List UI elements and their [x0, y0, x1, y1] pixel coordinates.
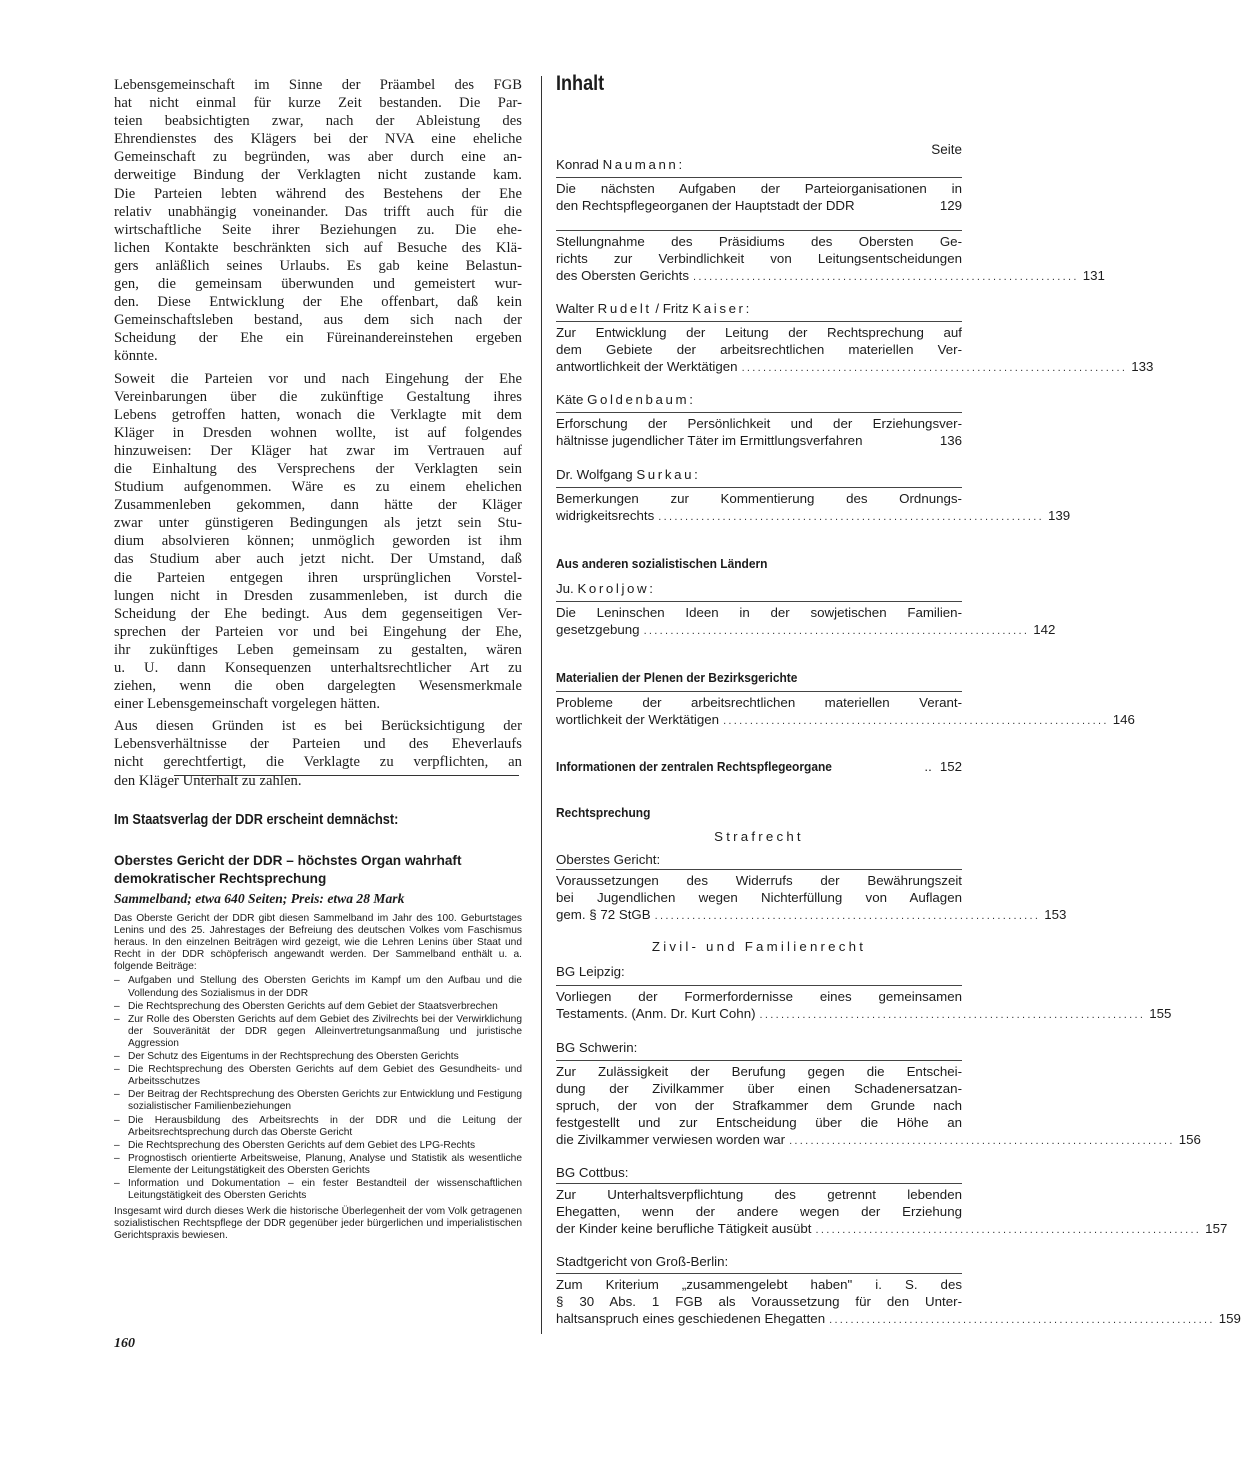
book-announcement [114, 812, 522, 1242]
text-line: den. Diese Entwicklung der Ehe offenbart, daß kein [114, 294, 522, 311]
text-line: gers anläßlich seines Urlaubs. Es gab keine Belastun- [114, 257, 522, 274]
text-line: sprechen der Parteien vor und bei Eingehung der Ehe, [114, 623, 522, 640]
text-line: Lebens getroffen hatten, wonach die Verklagte mit dem [114, 406, 522, 423]
toc-court: BG Leipzig: [556, 964, 625, 979]
text-line: Scheidung der Ehe bedingt. Aus dem gegenseitigen Ver- [114, 605, 522, 622]
text-line: Die Parteien lebten während des Bestehens der Ehe [114, 185, 522, 202]
book-closing: Insgesamt wird durch dieses Werk die historische Überlegenheit der vom Volk getragenen sozialistischen Rechtspflege der DDR gegenüber jeder bürgerlichen und imperialistischen Gerichtspraxis bewiesen. [114, 1206, 522, 1242]
text-line: Zusammenleben gekommen, dann hätte der Kläger [114, 497, 522, 514]
toc-page-number: 159 [1218, 1311, 1241, 1326]
contribution-item [114, 975, 522, 999]
contribution-item [114, 1178, 522, 1202]
text-line: das Studium aber auch jetzt nicht. Der Umstand, daß [114, 551, 522, 568]
list-dash: – [114, 1114, 120, 1126]
contribution-text: Die Herausbildung des Arbeitsrechts in der DDR und die Leitung der Arbeitsrechtsprechung durch das Oberste Gericht [128, 1114, 522, 1138]
text-line: Studium aufgenommen. Wäre es zu einem ehelichen [114, 479, 522, 496]
separator-rule [174, 775, 519, 776]
text-line: lungen nicht in Dresden zusammenleben, ist durch die [114, 587, 522, 604]
text-line: den Kläger Unterhalt zu zahlen. [114, 772, 302, 789]
toc-page-number: 157 [1205, 1221, 1228, 1236]
toc-court: BG Cottbus: [556, 1165, 629, 1180]
contribution-item [114, 1014, 522, 1050]
book-title [114, 852, 522, 887]
list-dash: – [114, 1013, 120, 1025]
text-line: lichen Kontakte beschränkten sich auf Besuche des Klä- [114, 239, 522, 256]
contribution-text: Die Rechtsprechung des Obersten Gerichts auf dem Gebiet des LPG-Rechts [128, 1139, 476, 1151]
toc-page-number: 139 [1047, 508, 1071, 523]
text-line: ihr zukünftiges Leben gemeinsam zu gestalten, wären [114, 641, 522, 658]
text-line: teien beabsichtigten zwar, nach der Ableistung des [114, 113, 522, 130]
text-line: einer Lebensgemeinschaft vorgelegen hätten. [114, 696, 381, 713]
list-dash: – [114, 1177, 120, 1189]
list-dash: – [114, 975, 120, 987]
toc-heading: Inhalt [556, 72, 605, 95]
toc-page-number: 146 [1112, 712, 1135, 727]
text-line: Lebensverhältnisse der Parteien und des Eheverlaufs [114, 736, 522, 753]
contribution-text: Die Rechtsprechung des Obersten Gerichts auf dem Gebiet des Gesundheits- und Arbeitsschutzes [128, 1064, 522, 1088]
text-line: Soweit die Parteien vor und nach Eingehung der Ehe [114, 370, 522, 387]
announcement-heading: Im Staatsverlag der DDR erscheint demnächst: [114, 812, 399, 828]
text-line: die Einhaltung des Versprechens der Verklagten sein [114, 460, 522, 477]
toc-section-heading: Rechtsprechung [556, 805, 651, 820]
list-dash: – [114, 1064, 120, 1076]
contribution-text: Zur Rolle des Obersten Gerichts auf dem Gebiet des Zivilrechts bei der Verwirklichung der Souveränität der DDR gegen Alleinvertretungsanmaßung und juristische Aggression [128, 1013, 522, 1049]
toc-section-heading: Aus anderen sozialistischen Ländern [556, 556, 768, 571]
toc-entry[interactable]: Die Leninschen Ideen in der sowjetischen Familien- gesetzgebung ........................................................................ 142 [556, 601, 962, 640]
contribution-text: Der Schutz des Eigentums in der Rechtsprechung des Obersten Gerichts [128, 1051, 459, 1063]
book-intro: Das Oberste Gericht der DDR gibt diesen Sammelband im Jahr des 100. Geburtstages Lenins und des 25. Jahrestages der Befreiung des deutschen Volkes vom Faschismus heraus. In den einzelnen Beiträgen wird gezeigt, wie die Lehren Lenins über Staat und Recht in der DDR schöpferisch angewandt werden. Der Sammelband enthält u. a. folgende Beiträge: [114, 913, 522, 973]
toc-page-number: 155 [1149, 1006, 1172, 1021]
toc-subsection-heading: Strafrecht [714, 829, 804, 844]
contribution-text: Aufgaben und Stellung des Obersten Gerichts im Kampf um den Aufbau und die Vollendung des Sozialismus in der DDR [128, 975, 522, 999]
toc-page-number: 129 [939, 198, 962, 213]
book-title-line-2: demokratischer Rechtsprechung [114, 870, 327, 886]
text-line: u. U. dann Konsequenzen unterhaltsrechtlicher Art zu [114, 660, 522, 676]
text-line: dium absolvieren können; unmöglich geworden ist ihm [114, 533, 522, 550]
text-line: Aus diesen Gründen ist es bei Berücksichtigung der [114, 718, 522, 735]
text-line: die Parteien entgegen ihren ursprünglichen Vorstel- [114, 569, 522, 586]
toc-page-number: 152 [939, 759, 962, 774]
page-column-label: Seite [931, 142, 962, 157]
article-paragraph [114, 370, 522, 714]
article-paragraph [114, 76, 522, 366]
toc-entry[interactable]: Stellungnahme des Präsidiums des Obersten Ge- richts zur Verbindlichkeit von Leitungsentscheidungen des Obersten Gerichts ........................................................................ 131 [556, 230, 962, 286]
article-paragraph [114, 717, 522, 789]
text-line: hinzuweisen: Der Kläger hat zwar im Vertrauen auf [114, 442, 522, 459]
toc-court: BG Schwerin: [556, 1040, 638, 1055]
column-divider [541, 76, 542, 1334]
contribution-text: Die Rechtsprechung des Obersten Gerichts auf dem Gebiet der Staatsverbrechen [128, 1000, 498, 1012]
article-text [114, 76, 522, 794]
toc-entry[interactable]: Bemerkungen zur Kommentierung des Ordnungs- widrigkeitsrechts ........................................................................ 139 [556, 487, 962, 526]
toc-page-number: 142 [1033, 622, 1056, 637]
text-line: gen, die gemeinsam überwunden und gemeistert wur- [114, 276, 522, 293]
contribution-item [114, 1140, 522, 1152]
toc-entry[interactable]: Probleme der arbeitsrechtlichen materiellen Verant- wortlichkeit der Werktätigen ........................................................................ 146 [556, 691, 962, 730]
page-number: 160 [114, 1336, 135, 1351]
toc-entry[interactable]: Die nächsten Aufgaben der Parteiorganisationen in den Rechtspflegeorganen der Hauptstadt der DDR 129 [556, 177, 962, 214]
contribution-item [114, 1001, 522, 1013]
toc-entry[interactable]: Vorliegen der Formerfordernisse eines gemeinsamen Testaments. (Anm. Dr. Kurt Cohn) ........................................................................ 155 [556, 985, 962, 1024]
text-line: Gemeinschaft zu begründen, was aber durch eine an- [114, 149, 522, 166]
contribution-item [114, 1064, 522, 1088]
toc-entry[interactable]: Zur Zulässigkeit der Berufung gegen die Entschei- dung der Zivilkammer über einen Schadenersatzan- spruch, der von der Strafkammer dem Grunde nach festgestellt und zur Entscheidung über die Höhe an die Zivilkammer verwiesen worden war ........................................................................ 156 [556, 1060, 962, 1150]
toc-page-number: 156 [1178, 1132, 1201, 1147]
toc-entry[interactable]: Zum Kriterium „zusammengelebt haben" i. S. des § 30 Abs. 1 FGB als Voraussetzung für den Unter- haltsanspruch eines geschiedenen Ehegatten ........................................................................ 159 [556, 1273, 962, 1329]
text-line: relativ unabhängig voneinander. Das trifft auch für die [114, 203, 522, 220]
toc-entry[interactable]: Zur Entwicklung der Leitung der Rechtsprechung auf dem Gebiete der arbeitsrechtlichen materiellen Ver- antwortlichkeit der Werktätigen ........................................................................ 133 [556, 321, 962, 377]
toc-author: Dr. Wolfgang Surkau: [556, 467, 698, 482]
toc-court: Stadtgericht von Groß-Berlin: [556, 1254, 729, 1269]
text-line: derweitige Bindung der Verklagten nicht zustande kam. [114, 167, 522, 184]
text-line: zwar unter günstigeren Bedingungen als jetzt sein Stu- [114, 515, 522, 532]
text-line: Gemeinschaftsleben bestand, aus dem sich nach der [114, 312, 522, 329]
contribution-list [114, 975, 522, 1202]
text-line: Kläger in Dresden wohnen wollte, ist auf folgendes [114, 424, 522, 441]
contribution-text: Information und Dokumentation – ein fester Bestandteil der wissenschaftlichen Leitungstätigkeit des Obersten Gerichts [128, 1177, 522, 1202]
book-title-line-1: Oberstes Gericht der DDR – höchstes Organ wahrhaft [114, 853, 462, 868]
list-dash: – [114, 1089, 120, 1101]
toc-section-heading: Materialien der Plenen der Bezirksgerichte [556, 670, 798, 685]
toc-page-number: 136 [939, 433, 962, 448]
text-line: könnte. [114, 348, 158, 365]
contribution-text: Der Beitrag der Rechtsprechung des Obersten Gerichts zur Entwicklung und Festigung sozialistischer Familienbeziehungen [128, 1089, 522, 1113]
toc-court: Oberstes Gericht: [556, 852, 661, 867]
text-line: wirtschaftliche Seite ihrer Beziehungen zu. Die ehe- [114, 221, 522, 238]
toc-entry[interactable]: Erforschung der Persönlichkeit und der Erziehungsver- hältnisse jugendlicher Täter im Ermittlungsverfahren 136 [556, 412, 962, 449]
text-line: hat nicht einmal für kurze Zeit bestanden. Die Par- [114, 95, 522, 112]
list-dash: – [114, 1000, 120, 1012]
contribution-item [114, 1089, 522, 1113]
toc-page-number: 131 [1082, 268, 1105, 283]
text-line: Vereinbarungen über die zukünftige Gestaltung ihres [114, 388, 522, 405]
toc-entry[interactable]: Voraussetzungen des Widerrufs der Bewährungszeit bei Jugendlichen wegen Nichterfüllung von Auflagen gem. § 72 StGB ........................................................................ 153 [556, 869, 962, 925]
book-details: Sammelband; etwa 640 Seiten; Preis: etwa 28 Mark [114, 891, 405, 906]
contribution-item [114, 1153, 522, 1177]
text-line: nicht gerechtfertigt, die Verklagte zu verpflichten, an [114, 754, 522, 771]
text-line: Ehrendienstes des Klägers bei der NVA eine eheliche [114, 131, 522, 148]
list-dash: – [114, 1139, 120, 1151]
text-line: ziehen, wenn die oben dargelegten Wesensmerkmale [114, 678, 522, 695]
text-line: Scheidung der Ehe ein Füreinandereinstehen ergeben [114, 330, 522, 347]
toc-subsection-heading: Zivil- und Familienrecht [651, 939, 867, 954]
toc-author: Käte Goldenbaum: [556, 392, 693, 407]
list-dash: – [114, 1152, 120, 1164]
contribution-text: Prognostisch orientierte Arbeitsweise, Planung, Analyse und Statistik als wesentliche Elemente der Leitungstätigkeit des Obersten Gerichts [128, 1152, 522, 1176]
text-line: Lebensgemeinschaft im Sinne der Präambel des FGB [114, 77, 522, 93]
toc-page-number: 153 [1044, 907, 1067, 922]
contribution-item [114, 1051, 522, 1063]
list-dash: – [114, 1051, 120, 1063]
toc-page-number: 133 [1131, 359, 1154, 374]
contribution-item [114, 1115, 522, 1139]
toc-entry[interactable]: Informationen der zentralen Rechtspflegeorgane .. 152 [556, 759, 962, 774]
toc-author: Konrad Naumann: [556, 157, 683, 172]
toc-entry[interactable]: Zur Unterhaltsverpflichtung des getrennt lebenden Ehegatten, wenn der andere wegen der Erziehung der Kinder keine berufliche Tätigkeit ausübt ........................................................................ 157 [556, 1183, 962, 1239]
toc-author: Ju. Koroljow: [556, 581, 653, 596]
toc-author: Walter Rudelt / Fritz Kaiser: [556, 301, 750, 316]
